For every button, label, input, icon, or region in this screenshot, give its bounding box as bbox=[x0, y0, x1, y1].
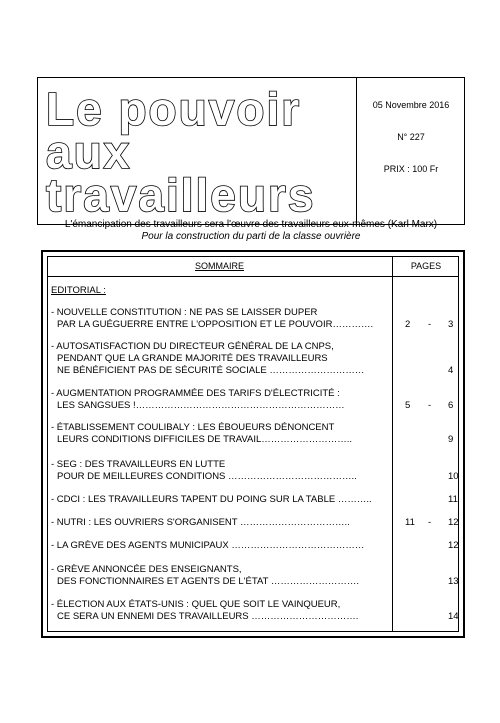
toc-entry bbox=[51, 307, 391, 331]
toc-entry-line: - NOUVELLE CONSTITUTION : NE PAS SE LAISSER DUPER bbox=[51, 307, 318, 318]
toc-entry-line: PAR LA GUÉGUERRE ENTRE L'OPPOSITION ET LE POUVOIR…………. bbox=[57, 319, 374, 330]
subtagline: Pour la construction du parti de la classe ouvrière bbox=[141, 231, 361, 242]
toc-entry-line: - AUGMENTATION PROGRAMMÉE DES TARIFS D'ÉLECTRICITÉ : bbox=[51, 388, 340, 399]
page-separator: - bbox=[428, 319, 432, 330]
toc-heading: SOMMAIRE bbox=[194, 261, 244, 271]
toc-entry-line: NE BÉNÉFICIENT PAS DE SÉCURITÉ SOCIALE ………………………… bbox=[57, 365, 365, 376]
column-divider bbox=[392, 256, 393, 632]
header-divider bbox=[47, 276, 459, 277]
toc-entry-line: - NUTRI : LES OUVRIERS S'ORGANISENT …………………………….. bbox=[51, 517, 350, 528]
masthead bbox=[37, 77, 465, 225]
toc-entry-line: LES SANGSUES !………………………………………………………… bbox=[57, 400, 345, 411]
toc-entry bbox=[51, 494, 391, 506]
page-separator: - bbox=[428, 400, 432, 411]
toc-entry bbox=[51, 388, 391, 412]
section-label: EDITORIAL : bbox=[51, 285, 106, 296]
page-from: 5 bbox=[405, 400, 411, 411]
toc-entry bbox=[51, 599, 391, 623]
page-to: 12 bbox=[448, 540, 459, 551]
title-line: Le pouvoir bbox=[46, 83, 302, 135]
toc-entry bbox=[51, 422, 391, 446]
pages-heading: PAGES bbox=[410, 261, 442, 271]
toc-entry-line: PENDANT QUE LA GRANDE MAJORITÉ DES TRAVAILLEURS bbox=[57, 353, 328, 364]
page-to: 10 bbox=[448, 471, 459, 482]
issue-price: PRIX : 100 Fr bbox=[383, 164, 439, 174]
table-of-contents bbox=[41, 250, 465, 638]
toc-entry bbox=[51, 540, 391, 552]
issue-date: 05 Novembre 2016 bbox=[372, 100, 450, 110]
toc-entry-line: - SEG : DES TRAVAILLEURS EN LUTTE bbox=[51, 459, 226, 470]
page-to: 14 bbox=[448, 611, 459, 622]
newspaper-title bbox=[46, 83, 351, 221]
toc-entry bbox=[51, 341, 391, 377]
page-from: 2 bbox=[405, 319, 411, 330]
title-line: travailleurs bbox=[46, 169, 316, 221]
toc-entry-line: - CDCI : LES TRAVAILLEURS TAPENT DU POING SUR LA TABLE ……….. bbox=[51, 494, 372, 505]
toc-entry-line: POUR DE MEILLEURES CONDITIONS ………………………………….. bbox=[57, 471, 357, 482]
toc-entry-line: - GRÈVE ANNONCÉE DES ENSEIGNANTS, bbox=[51, 564, 242, 575]
page-to: 13 bbox=[448, 576, 459, 587]
page-to: 4 bbox=[448, 365, 454, 376]
toc-entry-line: DES FONCTIONNAIRES ET AGENTS DE L'ÉTAT ………………………. bbox=[57, 576, 359, 587]
toc-entry bbox=[51, 517, 391, 529]
page-separator: - bbox=[428, 517, 432, 528]
tagline-block bbox=[37, 219, 465, 243]
page-to: 9 bbox=[448, 434, 454, 445]
toc-entry-line: LEURS CONDITIONS DIFFICILES DE TRAVAIL……………………….. bbox=[57, 434, 353, 445]
toc-entry-line: CE SERA UN ENNEMI DES TRAVAILLEURS ……………………………. bbox=[57, 611, 359, 622]
page-to: 6 bbox=[448, 400, 454, 411]
toc-entry bbox=[51, 459, 391, 483]
toc-entry bbox=[51, 564, 391, 588]
issue-number: N° 227 bbox=[397, 132, 425, 142]
toc-entry-line: - ÉLECTION AUX ÉTATS-UNIS : QUEL QUE SOIT LE VAINQUEUR, bbox=[51, 599, 341, 610]
toc-entry-line: - LA GRÈVE DES AGENTS MUNICIPAUX …………………………………… bbox=[51, 540, 365, 551]
toc-entry-line: - AUTOSATISFACTION DU DIRECTEUR GÉNÉRAL DE LA CNPS, bbox=[51, 341, 334, 352]
page-to: 3 bbox=[448, 319, 454, 330]
page-to: 12 bbox=[448, 517, 459, 528]
tagline: L'émancipation des travailleurs sera l'œuvre des travailleurs eux-mêmes (Karl Marx) bbox=[64, 219, 438, 230]
page-to: 11 bbox=[448, 494, 458, 505]
title-line: aux bbox=[46, 126, 132, 178]
toc-entry-line: - ÉTABLISSEMENT COULIBALY : LES ÉBOUEURS DÉNONCENT bbox=[51, 422, 335, 433]
page-from: 11 bbox=[405, 517, 415, 528]
